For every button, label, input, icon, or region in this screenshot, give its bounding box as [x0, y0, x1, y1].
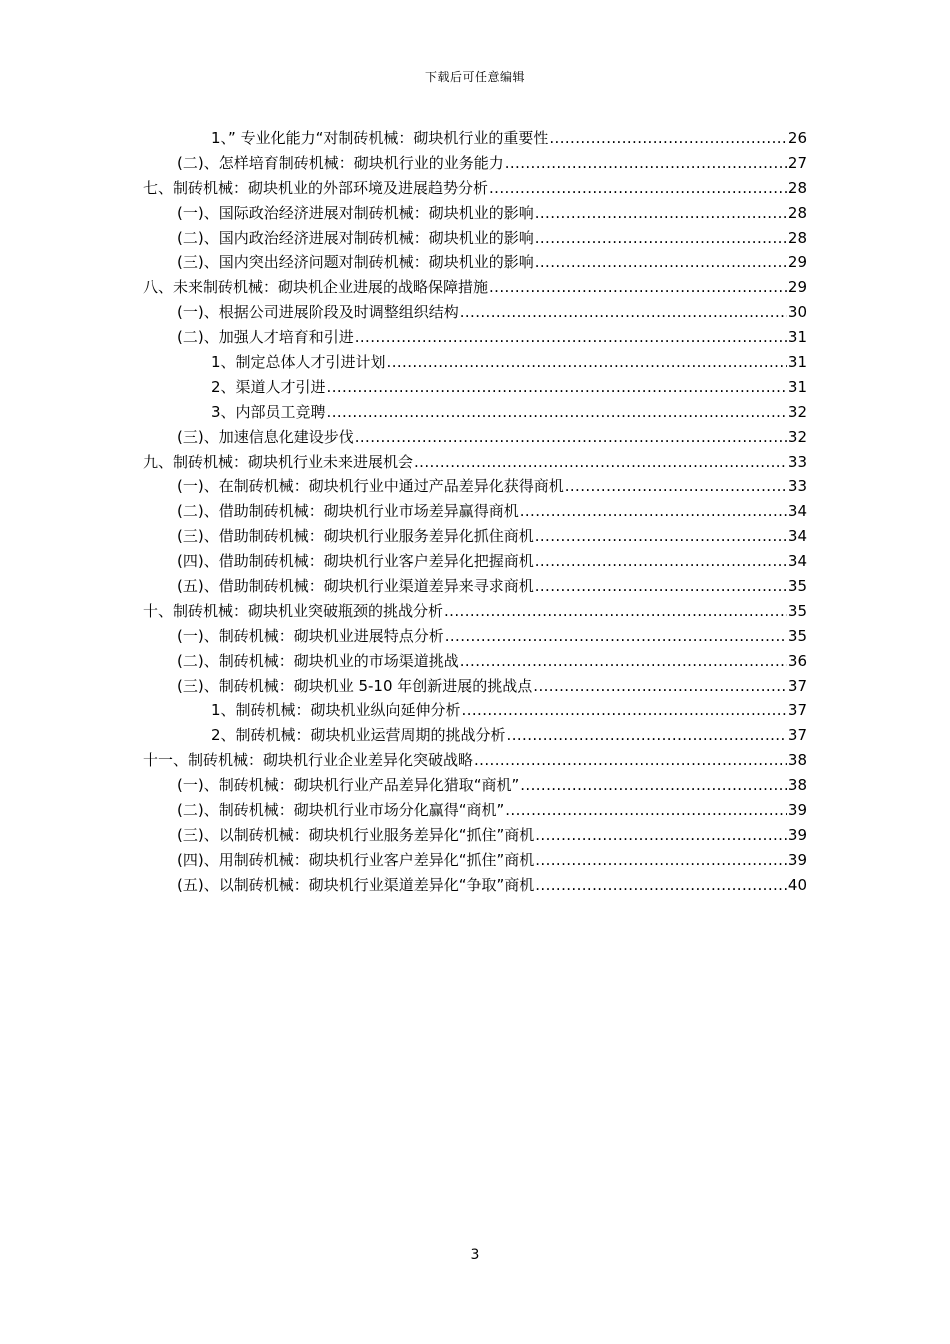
- toc-entry-page: 28: [787, 228, 807, 247]
- toc-entry[interactable]: [143, 873, 807, 898]
- toc-dot-leader: [462, 698, 787, 723]
- toc-entry-title: 2、渠道人才引进: [211, 377, 326, 396]
- toc-entry-title: (五)、借助制砖机械：砌块机行业渠道差异来寻求商机: [177, 577, 534, 596]
- toc-entry-title: 1、制砖机械：砌块机业纵向延伸分析: [211, 701, 461, 720]
- toc-dot-leader: [474, 748, 787, 773]
- toc-dot-leader: [535, 226, 787, 251]
- toc-dot-leader: [535, 250, 787, 275]
- toc-entry-title: (四)、用制砖机械：砌块机行业客户差异化“抓住”商机: [177, 850, 535, 869]
- toc-entry-page: 37: [787, 676, 807, 695]
- toc-entry-title: 八、未来制砖机械：砌块机企业进展的战略保障措施: [143, 278, 489, 297]
- toc-entry[interactable]: [143, 201, 807, 226]
- toc-entry-page: 33: [787, 477, 807, 496]
- toc-entry-page: 39: [787, 825, 807, 844]
- toc-entry-title: (二)、国内政治经济进展对制砖机械：砌块机业的影响: [177, 228, 534, 247]
- toc-dot-leader: [535, 201, 787, 226]
- toc-entry[interactable]: [143, 748, 807, 773]
- toc-dot-leader: [535, 848, 787, 873]
- toc-entry-title: (二)、制砖机械：砌块机行业市场分化赢得“商机”: [177, 801, 505, 820]
- toc-dot-leader: [355, 425, 787, 450]
- toc-entry-title: 2、制砖机械：砌块机业运营周期的挑战分析: [211, 726, 506, 745]
- toc-entry[interactable]: [143, 798, 807, 823]
- toc-dot-leader: [445, 624, 787, 649]
- toc-entry-page: 30: [787, 303, 807, 322]
- toc-entry-page: 33: [787, 452, 807, 471]
- toc-entry-page: 40: [787, 875, 807, 894]
- toc-entry-title: (四)、借助制砖机械：砌块机行业客户差异化把握商机: [177, 552, 534, 571]
- toc-entry-title: 3、内部员工竞聘: [211, 402, 326, 421]
- toc-entry[interactable]: [143, 325, 807, 350]
- toc-entry-page: 37: [787, 701, 807, 720]
- toc-dot-leader: [414, 450, 787, 475]
- toc-entry-title: (二)、加强人才培育和引进: [177, 328, 354, 347]
- toc-entry[interactable]: [143, 823, 807, 848]
- toc-entry-title: (一)、制砖机械：砌块机行业产品差异化猎取“商机”: [177, 776, 520, 795]
- toc-dot-leader: [520, 773, 787, 798]
- toc-dot-leader: [535, 524, 787, 549]
- toc-dot-leader: [535, 574, 787, 599]
- page-number: 3: [470, 1247, 480, 1263]
- toc-entry-page: 29: [787, 278, 807, 297]
- toc-dot-leader: [507, 723, 787, 748]
- toc-entry[interactable]: [143, 723, 807, 748]
- toc-entry-title: (三)、加速信息化建设步伐: [177, 427, 354, 446]
- toc-entry-page: 38: [787, 776, 807, 795]
- toc-entry[interactable]: [143, 474, 807, 499]
- toc-entry-page: 29: [787, 253, 807, 272]
- toc-dot-leader: [535, 823, 787, 848]
- toc-entry-page: 31: [787, 328, 807, 347]
- toc-entry-title: (二)、怎样培育制砖机械：砌块机行业的业务能力: [177, 153, 504, 172]
- toc-entry[interactable]: [143, 624, 807, 649]
- toc-entry-title: (三)、国内突出经济问题对制砖机械：砌块机业的影响: [177, 253, 534, 272]
- page-header: 下载后可任意编辑: [424, 70, 525, 84]
- toc-entry[interactable]: [143, 176, 807, 201]
- toc-entry-title: 1、制定总体人才引进计划: [211, 353, 386, 372]
- toc-entry-page: 28: [787, 203, 807, 222]
- toc-entry-title: (一)、国际政治经济进展对制砖机械：砌块机业的影响: [177, 203, 534, 222]
- toc-dot-leader: [327, 375, 787, 400]
- toc-entry[interactable]: [143, 126, 807, 151]
- toc-entry-title: 十、制砖机械：砌块机业突破瓶颈的挑战分析: [143, 601, 444, 620]
- toc-entry-page: 37: [787, 726, 807, 745]
- toc-dot-leader: [460, 300, 787, 325]
- table-of-contents: [143, 126, 807, 898]
- toc-dot-leader: [355, 325, 787, 350]
- toc-dot-leader: [535, 549, 787, 574]
- toc-entry[interactable]: [143, 151, 807, 176]
- toc-entry-title: (二)、制砖机械：砌块机业的市场渠道挑战: [177, 651, 459, 670]
- toc-entry[interactable]: [143, 450, 807, 475]
- toc-entry[interactable]: [143, 848, 807, 873]
- toc-entry-title: 七、制砖机械：砌块机业的外部环境及进展趋势分析: [143, 178, 489, 197]
- toc-entry-title: (三)、借助制砖机械：砌块机行业服务差异化抓住商机: [177, 527, 534, 546]
- toc-entry-page: 27: [787, 153, 807, 172]
- toc-entry-page: 39: [787, 850, 807, 869]
- toc-entry[interactable]: [143, 375, 807, 400]
- toc-entry-page: 32: [787, 402, 807, 421]
- toc-dot-leader: [460, 649, 787, 674]
- toc-dot-leader: [549, 126, 787, 151]
- toc-entry[interactable]: [143, 499, 807, 524]
- toc-dot-leader: [489, 275, 787, 300]
- toc-entry[interactable]: [143, 599, 807, 624]
- toc-entry-page: 26: [787, 129, 807, 147]
- toc-entry-page: 34: [787, 502, 807, 521]
- toc-entry-page: 34: [787, 552, 807, 571]
- toc-entry-page: 39: [787, 801, 807, 820]
- toc-entry-title: (二)、借助制砖机械：砌块机行业市场差异赢得商机: [177, 502, 519, 521]
- toc-entry[interactable]: [143, 250, 807, 275]
- toc-entry-page: 35: [787, 577, 807, 596]
- toc-entry-title: (一)、制砖机械：砌块机业进展特点分析: [177, 626, 444, 645]
- toc-entry[interactable]: [143, 350, 807, 375]
- toc-entry-title: (五)、以制砖机械：砌块机行业渠道差异化“争取”商机: [177, 875, 535, 894]
- toc-entry-title: (三)、以制砖机械：砌块机行业服务差异化“抓住”商机: [177, 825, 535, 844]
- toc-dot-leader: [444, 599, 787, 624]
- toc-dot-leader: [489, 176, 787, 201]
- toc-entry[interactable]: [143, 425, 807, 450]
- toc-entry-page: 31: [787, 353, 807, 372]
- toc-entry-title: (一)、根据公司进展阶段及时调整组织结构: [177, 303, 459, 322]
- toc-entry-title: (一)、在制砖机械：砌块机行业中通过产品差异化获得商机: [177, 477, 564, 496]
- toc-entry[interactable]: [143, 300, 807, 325]
- toc-dot-leader: [327, 400, 787, 425]
- toc-dot-leader: [387, 350, 787, 375]
- toc-entry-title: (三)、制砖机械：砌块机业 5-10 年创新进展的挑战点: [177, 676, 533, 695]
- toc-dot-leader: [565, 474, 787, 499]
- toc-entry[interactable]: [143, 524, 807, 549]
- toc-entry[interactable]: [143, 674, 807, 699]
- toc-entry-title: 九、制砖机械：砌块机行业未来进展机会: [143, 452, 414, 471]
- toc-entry[interactable]: [143, 698, 807, 723]
- toc-entry-page: 35: [787, 601, 807, 620]
- toc-entry[interactable]: [143, 574, 807, 599]
- toc-entry-page: 31: [787, 377, 807, 396]
- toc-dot-leader: [520, 499, 787, 524]
- toc-entry[interactable]: [143, 773, 807, 798]
- toc-entry-page: 34: [787, 527, 807, 546]
- toc-entry-title: 十一、制砖机械：砌块机行业企业差异化突破战略: [143, 751, 474, 770]
- toc-entry-title: 1、” 专业化能力“对制砖机械：砌块机行业的重要性: [211, 129, 549, 147]
- toc-dot-leader: [505, 798, 787, 823]
- toc-entry[interactable]: [143, 549, 807, 574]
- toc-entry[interactable]: [143, 400, 807, 425]
- toc-entry-page: 28: [787, 178, 807, 197]
- toc-entry-page: 32: [787, 427, 807, 446]
- toc-entry-page: 36: [787, 651, 807, 670]
- toc-dot-leader: [505, 151, 787, 176]
- toc-dot-leader: [535, 873, 787, 898]
- toc-entry[interactable]: [143, 275, 807, 300]
- toc-entry[interactable]: [143, 226, 807, 251]
- toc-dot-leader: [533, 674, 787, 699]
- toc-entry-page: 38: [787, 751, 807, 770]
- toc-entry[interactable]: [143, 649, 807, 674]
- toc-entry-page: 35: [787, 626, 807, 645]
